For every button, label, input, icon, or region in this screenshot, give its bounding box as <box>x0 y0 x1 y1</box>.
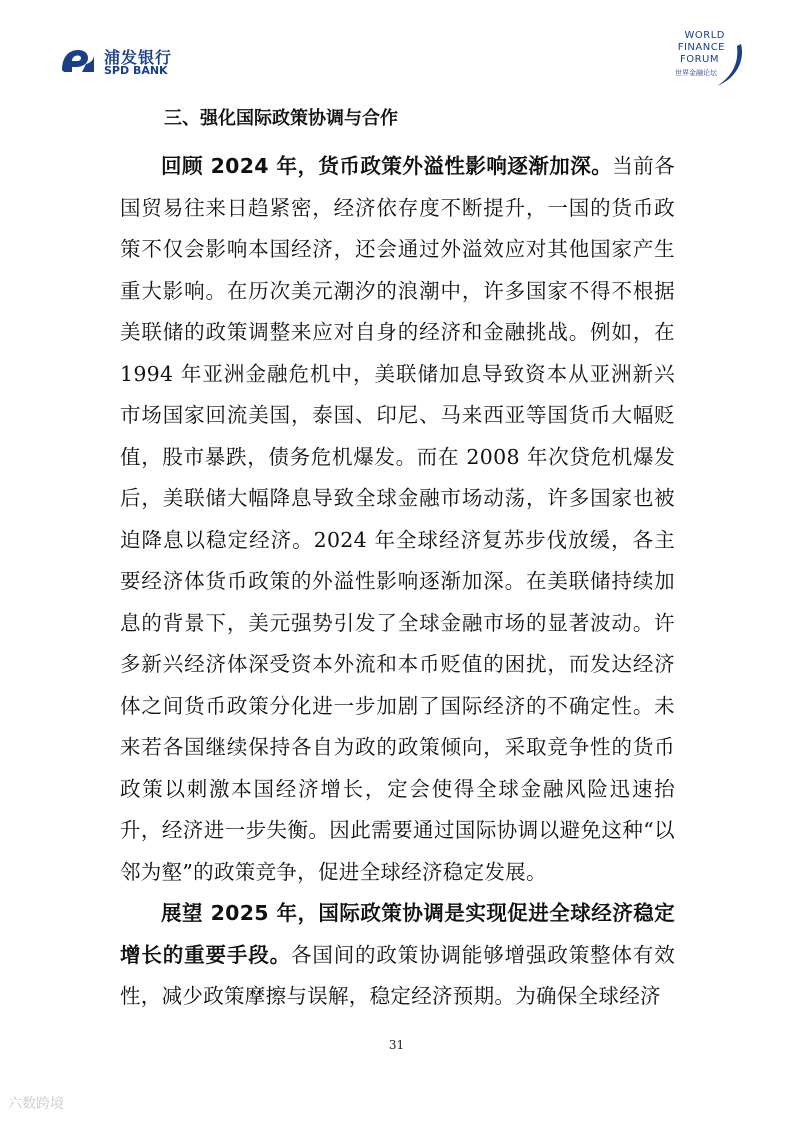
watermark: 六数跨境 <box>8 1096 64 1112</box>
spd-bank-name-cn: 浦发银行 <box>104 48 173 67</box>
page-header <box>0 0 793 100</box>
spd-bank-logo <box>58 44 188 80</box>
paragraph-body-text: 各国间的政策协调能够增强政策整体有效性，减少政策摩擦与误解，稳定经济预期。为确保全球经济 <box>120 942 675 1008</box>
forum-logo-line-3: FORUM <box>679 54 719 65</box>
page-number: 31 <box>388 1038 405 1052</box>
forum-swoosh-icon <box>715 42 745 88</box>
forum-logo-line-1: WORLD <box>684 30 725 41</box>
forum-logo-line-2: FINANCE <box>677 42 725 53</box>
world-finance-forum-logo <box>650 30 745 90</box>
forum-logo-name-cn: 世界金融论坛 <box>675 69 717 77</box>
spd-bank-name-en: SPD BANK <box>104 64 168 77</box>
document-body <box>120 100 675 1018</box>
paragraph-lead-sentence: 回顾 2024 年，货币政策外溢性影响逐渐加深。 <box>161 154 613 178</box>
paragraph-outlook-2025 <box>120 893 675 1018</box>
section-heading: 三、强化国际政策协调与合作 <box>164 108 398 129</box>
spd-bank-emblem-icon <box>58 44 98 76</box>
paragraph-body-text: 当前各国贸易往来日趋紧密，经济依存度不断提升，一国的货币政策不仅会影响本国经济，还会通过外溢效应对其他国家产生重大影响。在历次美元潮汐的浪潮中，许多国家不得不根据美联储的政策调整来应对自身的经济和金融挑战。例如，在 1994 年亚洲金融危机中，美联储加息导致资本从亚洲新兴市场国家回流美国，泰国、印尼、马来西亚等国货币大幅贬值，股市暴跌，债务危机爆发。而在 2008 年次贷危机爆发后，美联储大幅降息导致全球金融市场动荡，许多国家也被迫降息以稳定经济。2024 年全球经济复苏步伐放缓，各主要经济体货币政策的外溢性影响逐渐加深。在美联储持续加息的背景下，美元强势引发了全球金融市场的显著波动。许多新兴经济体深受资本外流和本币贬值的困扰，而发达经济体之间货币政策分化进一步加剧了国际经济的不确定性。未来若各国继续保持各自为政的政策倾向，采取竞争性的货币政策以刺激本国经济增长，定会使得全球金融风险迅速抬升，经济进一步失衡。因此需要通过国际协调以避免这种“以邻为壑”的政策竞争，促进全球经济稳定发展。 <box>120 154 676 884</box>
paragraph-lead-sentence: 展望 2025 年，国际政策协调是实现促进全球经济稳定增长的重要手段。 <box>120 901 675 967</box>
paragraph-review-2024 <box>120 146 675 893</box>
